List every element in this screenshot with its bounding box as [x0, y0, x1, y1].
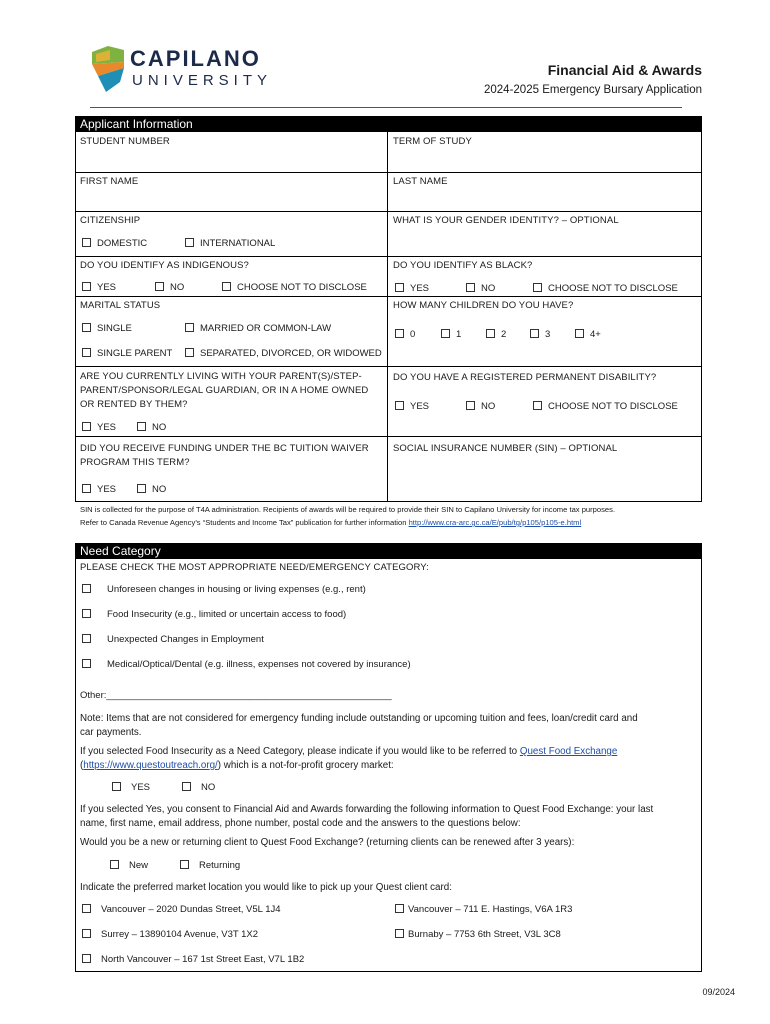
disability-yes[interactable]	[395, 401, 429, 412]
food-referral-text: (	[80, 760, 84, 771]
gender-label: WHAT IS YOUR GENDER IDENTITY? – OPTIONAL	[393, 215, 619, 226]
no-disclose-label: CHOOSE NOT TO DISCLOSE	[548, 283, 678, 294]
checkbox-icon[interactable]	[395, 329, 404, 338]
row-divider	[75, 436, 702, 437]
domestic-option[interactable]	[82, 238, 147, 249]
row-divider	[387, 296, 702, 297]
checkbox-icon[interactable]	[395, 283, 404, 292]
need-category-employment[interactable]	[82, 634, 264, 645]
sin-note-text: Refer to Canada Revenue Agency’s “Students and Income Tax” publication for further information	[80, 518, 409, 527]
single-label: SINGLE	[97, 323, 132, 334]
first-name-field[interactable]	[80, 190, 380, 210]
checkbox-icon[interactable]	[185, 348, 194, 357]
need-note	[80, 712, 698, 740]
marital-married[interactable]	[185, 323, 331, 334]
need-category-label: Unexpected Changes in Employment	[107, 634, 264, 645]
sin-field[interactable]	[393, 458, 693, 498]
checkbox-icon[interactable]	[137, 484, 146, 493]
living-no[interactable]	[137, 422, 166, 433]
gender-field[interactable]	[393, 228, 693, 254]
married-label: MARRIED OR COMMON-LAW	[200, 323, 332, 334]
food-referral-question	[80, 745, 698, 773]
consent-line: name, first name, email address, phone number, postal code and the answers to the questions below:	[80, 818, 521, 829]
black-no[interactable]	[466, 283, 495, 294]
checkbox-icon[interactable]	[82, 634, 91, 643]
location-label: Vancouver – 2020 Dundas Street, V5L 1J4	[101, 904, 281, 915]
location-label: North Vancouver – 167 1st Street East, V7L 1B2	[101, 954, 305, 965]
checkbox-icon[interactable]	[222, 282, 231, 291]
checkbox-icon[interactable]	[82, 348, 91, 357]
consent-text	[80, 803, 698, 831]
no-label: NO	[152, 484, 167, 495]
sin-note: SIN is collected for the purpose of T4A administration. Recipients of awards will be required to provide their SIN to Capilano University for income tax purposes.	[80, 505, 616, 514]
location-surrey[interactable]	[82, 929, 258, 940]
header-divider	[90, 107, 682, 108]
indigenous-question: DO YOU IDENTIFY AS INDIGENOUS?	[80, 260, 249, 271]
checkbox-icon[interactable]	[180, 860, 189, 869]
waiver-question-line: DID YOU RECEIVE FUNDING UNDER THE BC TUITION WAIVER	[80, 443, 369, 454]
client-new[interactable]	[110, 860, 148, 871]
other-label: Other:	[80, 690, 107, 701]
checkbox-icon[interactable]	[533, 401, 542, 410]
sin-label: SOCIAL INSURANCE NUMBER (SIN) – OPTIONAL	[393, 443, 618, 454]
page-subtitle: 2024-2025 Emergency Bursary Application	[484, 84, 702, 96]
children-1-label: 1	[456, 329, 462, 340]
no-disclose-label: CHOOSE NOT TO DISCLOSE	[237, 282, 367, 293]
disability-no[interactable]	[466, 401, 495, 412]
checkbox-icon[interactable]	[82, 904, 91, 913]
marital-separated[interactable]	[185, 348, 382, 359]
living-question	[80, 370, 368, 412]
checkbox-icon[interactable]	[112, 782, 121, 791]
checkbox-icon[interactable]	[82, 609, 91, 618]
children-2-label: 2	[501, 329, 507, 340]
yes-label: YES	[131, 782, 151, 793]
waiver-no[interactable]	[137, 484, 166, 495]
footer-date: 09/2024	[702, 987, 735, 997]
checkbox-icon[interactable]	[441, 329, 450, 338]
waiver-yes[interactable]	[82, 484, 116, 495]
children-0[interactable]	[395, 329, 415, 340]
living-question-line: OR RENTED BY THEM?	[80, 399, 188, 410]
waiver-question-line: PROGRAM THIS TERM?	[80, 457, 190, 468]
section-header-need: Need Category	[75, 543, 702, 559]
need-category-housing[interactable]	[82, 584, 366, 595]
no-label: NO	[481, 401, 496, 412]
checkbox-icon[interactable]	[575, 329, 584, 338]
checkbox-icon[interactable]	[395, 904, 404, 913]
referral-yes[interactable]	[112, 782, 150, 793]
location-north-vancouver[interactable]	[82, 954, 304, 965]
checkbox-icon[interactable]	[395, 401, 404, 410]
children-1[interactable]	[441, 329, 461, 340]
location-label: Vancouver – 711 E. Hastings, V6A 1R3	[408, 904, 573, 915]
page-title: Financial Aid & Awards	[547, 62, 702, 78]
need-instruction: PLEASE CHECK THE MOST APPROPRIATE NEED/EMERGENCY CATEGORY:	[80, 562, 429, 573]
yes-label: YES	[97, 422, 117, 433]
checkbox-icon[interactable]	[82, 323, 91, 332]
children-3[interactable]	[530, 329, 550, 340]
need-category-medical[interactable]	[82, 659, 411, 670]
children-2[interactable]	[486, 329, 506, 340]
black-question: DO YOU IDENTIFY AS BLACK?	[393, 260, 533, 271]
quest-food-exchange-link[interactable]: Quest Food Exchange	[519, 746, 618, 757]
no-label: NO	[201, 782, 216, 793]
checkbox-icon[interactable]	[486, 329, 495, 338]
disability-question: DO YOU HAVE A REGISTERED PERMANENT DISABILITY?	[393, 372, 657, 383]
term-of-study-label: TERM OF STUDY	[393, 136, 472, 147]
new-label: New	[129, 860, 149, 871]
food-referral-text: ) which is a not-for-profit grocery market:	[217, 760, 394, 771]
last-name-label: LAST NAME	[393, 176, 448, 187]
children-4plus[interactable]	[575, 329, 601, 340]
indigenous-yes[interactable]	[82, 282, 116, 293]
student-number-label: STUDENT NUMBER	[80, 136, 170, 147]
location-burnaby[interactable]	[395, 929, 561, 940]
living-question-line: PARENT/SPONSOR/LEGAL GUARDIAN, OR IN A HOME OWNED	[80, 385, 369, 396]
column-divider	[387, 132, 388, 502]
yes-label: YES	[97, 484, 117, 495]
no-label: NO	[170, 282, 185, 293]
checkbox-icon[interactable]	[82, 659, 91, 668]
location-label: Burnaby – 7753 6th Street, V3L 3C8	[408, 929, 561, 940]
no-label: NO	[481, 283, 496, 294]
returning-question: Would you be a new or returning client to Quest Food Exchange? (returning clients can be renewed after 3 years):	[80, 837, 575, 848]
last-name-field[interactable]	[393, 190, 693, 210]
checkbox-icon[interactable]	[530, 329, 539, 338]
logo-text-university: UNIVERSITY	[132, 72, 273, 89]
location-vancouver-hastings[interactable]	[395, 904, 572, 915]
logo-text-capilano: CAPILANO	[130, 46, 261, 71]
checkbox-icon[interactable]	[82, 282, 91, 291]
sin-note-reference	[80, 518, 581, 527]
consent-line: If you selected Yes, you consent to Financial Aid and Awards forwarding the following information to Quest Food Exchange: your last	[80, 804, 654, 815]
row-divider	[75, 366, 702, 367]
domestic-label: DOMESTIC	[97, 238, 148, 249]
row-divider	[75, 256, 702, 257]
no-disclose-label: CHOOSE NOT TO DISCLOSE	[548, 401, 678, 412]
location-question: Indicate the preferred market location you would like to pick up your Quest client card:	[80, 882, 452, 893]
children-0-label: 0	[410, 329, 416, 340]
referral-no[interactable]	[182, 782, 215, 793]
checkbox-icon[interactable]	[533, 283, 542, 292]
separated-label: SEPARATED, DIVORCED, OR WIDOWED	[200, 348, 382, 359]
indigenous-no-disclose[interactable]	[222, 282, 367, 293]
checkbox-icon[interactable]	[82, 238, 91, 247]
checkbox-icon[interactable]	[185, 238, 194, 247]
marital-single-parent[interactable]	[82, 348, 172, 359]
children-3-label: 3	[545, 329, 551, 340]
row-divider	[75, 296, 387, 297]
yes-label: YES	[97, 282, 117, 293]
row-divider	[75, 172, 702, 173]
note-line: car payments.	[80, 727, 142, 738]
checkbox-icon[interactable]	[137, 422, 146, 431]
checkbox-icon[interactable]	[82, 929, 91, 938]
marital-single[interactable]	[82, 323, 132, 334]
marital-status-label: MARITAL STATUS	[80, 300, 161, 311]
checkbox-icon[interactable]	[185, 323, 194, 332]
checkbox-icon[interactable]	[82, 422, 91, 431]
location-vancouver-dundas[interactable]	[82, 904, 281, 915]
first-name-label: FIRST NAME	[80, 176, 139, 187]
international-label: INTERNATIONAL	[200, 238, 276, 249]
returning-label: Returning	[199, 860, 241, 871]
checkbox-icon[interactable]	[110, 860, 119, 869]
row-divider	[75, 211, 702, 212]
need-category-label: Medical/Optical/Dental (e.g. illness, expenses not covered by insurance)	[107, 659, 411, 670]
living-question-line: ARE YOU CURRENTLY LIVING WITH YOUR PARENT(S)/STEP-	[80, 371, 362, 382]
no-label: NO	[152, 422, 167, 433]
children-4plus-label: 4+	[590, 329, 601, 340]
student-number-field[interactable]	[80, 150, 380, 170]
note-line: Note: Items that are not considered for emergency funding include outstanding or upcoming tuition and fees, loan/credit card and	[80, 713, 638, 724]
need-category-label: Food Insecurity (e.g., limited or uncertain access to food)	[107, 609, 347, 620]
other-field[interactable]	[80, 690, 392, 701]
children-question: HOW MANY CHILDREN DO YOU HAVE?	[393, 300, 574, 311]
need-category-food[interactable]	[82, 609, 346, 620]
single-parent-label: SINGLE PARENT	[97, 348, 173, 359]
black-no-disclose[interactable]	[533, 283, 678, 294]
living-yes[interactable]	[82, 422, 116, 433]
citizenship-label: CITIZENSHIP	[80, 215, 141, 226]
checkbox-icon[interactable]	[182, 782, 191, 791]
checkbox-icon[interactable]	[82, 584, 91, 593]
quest-outreach-link[interactable]: https://www.questoutreach.org/	[83, 760, 218, 771]
indigenous-no[interactable]	[155, 282, 184, 293]
cra-link[interactable]: http://www.cra-arc.gc.ca/E/pub/tg/p105/p105-e.html	[408, 518, 582, 527]
waiver-question	[80, 442, 369, 470]
yes-label: YES	[410, 401, 430, 412]
other-line[interactable]: ______________________________________________________	[106, 690, 392, 701]
client-returning[interactable]	[180, 860, 240, 871]
checkbox-icon[interactable]	[466, 401, 475, 410]
checkbox-icon[interactable]	[466, 283, 475, 292]
international-option[interactable]	[185, 238, 275, 249]
checkbox-icon[interactable]	[155, 282, 164, 291]
section-header-applicant: Applicant Information	[75, 116, 702, 132]
location-label: Surrey – 13890104 Avenue, V3T 1X2	[101, 929, 259, 940]
checkbox-icon[interactable]	[82, 484, 91, 493]
yes-label: YES	[410, 283, 430, 294]
need-category-label: Unforeseen changes in housing or living expenses (e.g., rent)	[107, 584, 366, 595]
term-of-study-field[interactable]	[393, 150, 693, 170]
black-yes[interactable]	[395, 283, 429, 294]
checkbox-icon[interactable]	[82, 954, 91, 963]
checkbox-icon[interactable]	[395, 929, 404, 938]
food-referral-text: If you selected Food Insecurity as a Need Category, please indicate if you would like to be referred to	[80, 746, 520, 757]
disability-no-disclose[interactable]	[533, 401, 678, 412]
